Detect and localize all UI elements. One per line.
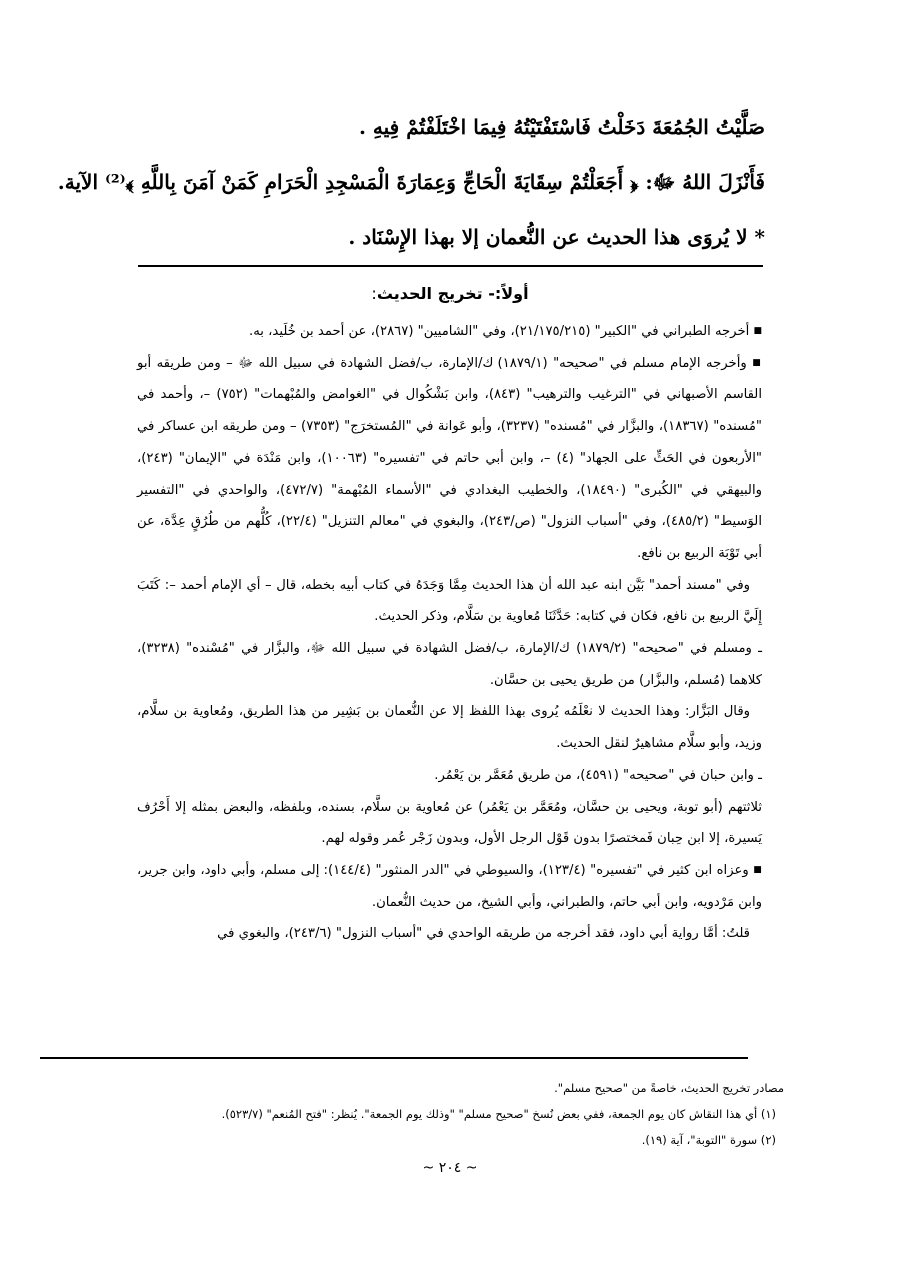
paragraph: ■ وأخرجه الإمام مسلم في "صحيحه" (١٨٧٩/١) ك/الإمارة، ب/فضل الشهادة في سبيل الله ﷻ – ومن طريقه أبو القاسم الأصبهاني في "الترغيب والترهيب" (٨٤٣)، وابن بَشْكُوال في "الغوامض والمُبْهمات" (٧٥٢) –، وأحمد في "مُسنده" (١٨٣٦٧)، والبزَّار في "مُسنده" (٣٢٣٧)، وأبو عَوانة في "المُستخرَج" (٧٣٥٣) – ومن طريقه ابن عساكر في "الأربعون في الحَثِّ على الجهاد" (٤) –، وابن أبي حاتم في "تفسيره" (١٠٠٦٣)، وابن مَنْدَة في "الإيمان" (٢٤٣)، والبيهقي في "الكُبرى" (١٨٤٩٠)، والخطيب البغدادي في "الأسماء المُبْهمة" (٤٧٢/٧)، والواحدي في "التفسير الوَسيط" (٤٨٥/٢)، وفي "أسباب النزول" (ص/٢٤٣)، والبغوي في "معالم التنزيل" (٢٢/٤)، كُلُّهم من طُرُقٍ عِدَّة، عن أبي تَوْبَة الربيع بن نافع. [137,355,762,561]
footnote-1: (١) أي هذا النقاش كان يوم الجمعة، ففي بعض نُسخ "صحيح مسلم" "وذلك يوم الجمعة". يُنظر: "فتح المُنعم" (٥٢٣/٧). [221,1107,776,1121]
paragraph: وقال البَزَّار: وهذا الحديث لا نعْلَمُه يُروى بهذا اللفظ إلا عن النُّعمان بن بَشِير من هذا الطريق، ومُعاوية بن سلَّام، وزيد، وأبو سلَّام مشاهيرٌ لنقل الحديث. [137,704,762,752]
section-heading-text: أولاً:- تخريج الحديث [376,284,529,303]
dash-marker: ـ [758,641,762,657]
paragraph: ■ وعزاه ابن كثير في "تفسيره" (١٢٣/٤)، والسيوطي في "الدر المنثور" (١٤٤/٤): إلى مسلم، وأبي داود، وابن جرير، وابن مَرْدويه، وابن أبي حاتم، والطبراني، وأبي الشيخ، من حديث النُّعمان. [137,862,762,910]
page-number: ~ ٢٠٤ ~ [422,1160,478,1176]
section-heading [0,284,900,305]
hadith-note-line: * لا يُروَى هذا الحديث عن النُّعمان إلا بهذا الإِسْنَاد . [348,225,765,249]
paragraph: ـ وابن حبان في "صحيحه" (٤٥٩١)، من طريق مُعَمَّر بن يَعْمُر. [434,767,762,783]
paragraph: وفي "مسند أحمد" بَيَّن ابنه عبد الله أن هذا الحديث مِمَّا وَجَدَهُ في كتاب أبيه بخطه، قال – أي الإمام أحمد –: كَتَبَ إِلَيَّ الربيع بن نافع، فكان في كتابه: حَدَّثَنَا مُعاوية بن سَلَّام، وذكر الحديث. [137,577,762,625]
takhrij-body [137,316,762,950]
footnote-continuation: مصادر تخريج الحديث، خاصةً من "صحيح مسلم". [554,1081,784,1095]
paragraph: قلتُ: أمَّا رواية أبي داود، فقد أخرجه من طريقه الواحدي في "أسباب النزول" (٢٤٣/٦)، والبغوي في [217,926,750,942]
footnote-separator [40,1057,748,1059]
footnote-2: (٢) سورة "التوبة"، آية (١٩). [641,1133,776,1147]
bullet-icon: ■ [752,357,762,368]
paragraph: ـ ومسلم في "صحيحه" (١٨٧٩/٢) ك/الإمارة، ب/فضل الشهادة في سبيل الله ﷻ، والبزَّار في "مُسْنده" (٣٢٣٨)، كلاهما (مُسلم، والبزَّار) من طريق يحيى بن حسَّان. [137,641,762,688]
separator-rule-top [138,265,763,267]
bullet-icon: ■ [753,326,762,336]
hadith-text-line-1: صَلَّيْتُ الجُمُعَةَ دَخَلْتُ فَاسْتَفْتَيْتُهُ فِيمَا اخْتَلَفْتُمْ فِيهِ . [358,115,765,139]
hadith-text-line-2: فَأَنْزَلَ اللهُ ﷻ: ﴿ أَجَعَلْتُمْ سِقَايَةَ الْحَاجِّ وَعِمَارَةَ الْمَسْجِدِ الْحَرَامِ كَمَنْ آمَنَ بِاللَّهِ ﴾⁽²⁾ الآية. [57,170,765,194]
dash-marker: ـ [758,767,762,783]
section-heading-colon: : [371,284,377,303]
footnotes [104,1075,784,1153]
paragraph: ■ أخرجه الطبراني في "الكبير" (٢١/١٧٥/٢١٥)، وفي "الشاميين" (٢٨٦٧)، عن أحمد بن خُلَيد، به. [249,324,762,339]
bullet-icon: ■ [753,864,762,875]
paragraph: ثلاثتهم (أبو توبة، ويحيى بن حسَّان، ومُعَمَّر بن يَعْمُر) عن مُعاوية بن سلَّام، بسنده، وبلفظه، والبعض بمثله إلا أَحْرُف يَسيرة، إلا ابن حِبان فَمختصرًا بدون قَوْل الرجل الأول، وبدون زَجْر عُمر وقوله لهم. [137,799,762,847]
